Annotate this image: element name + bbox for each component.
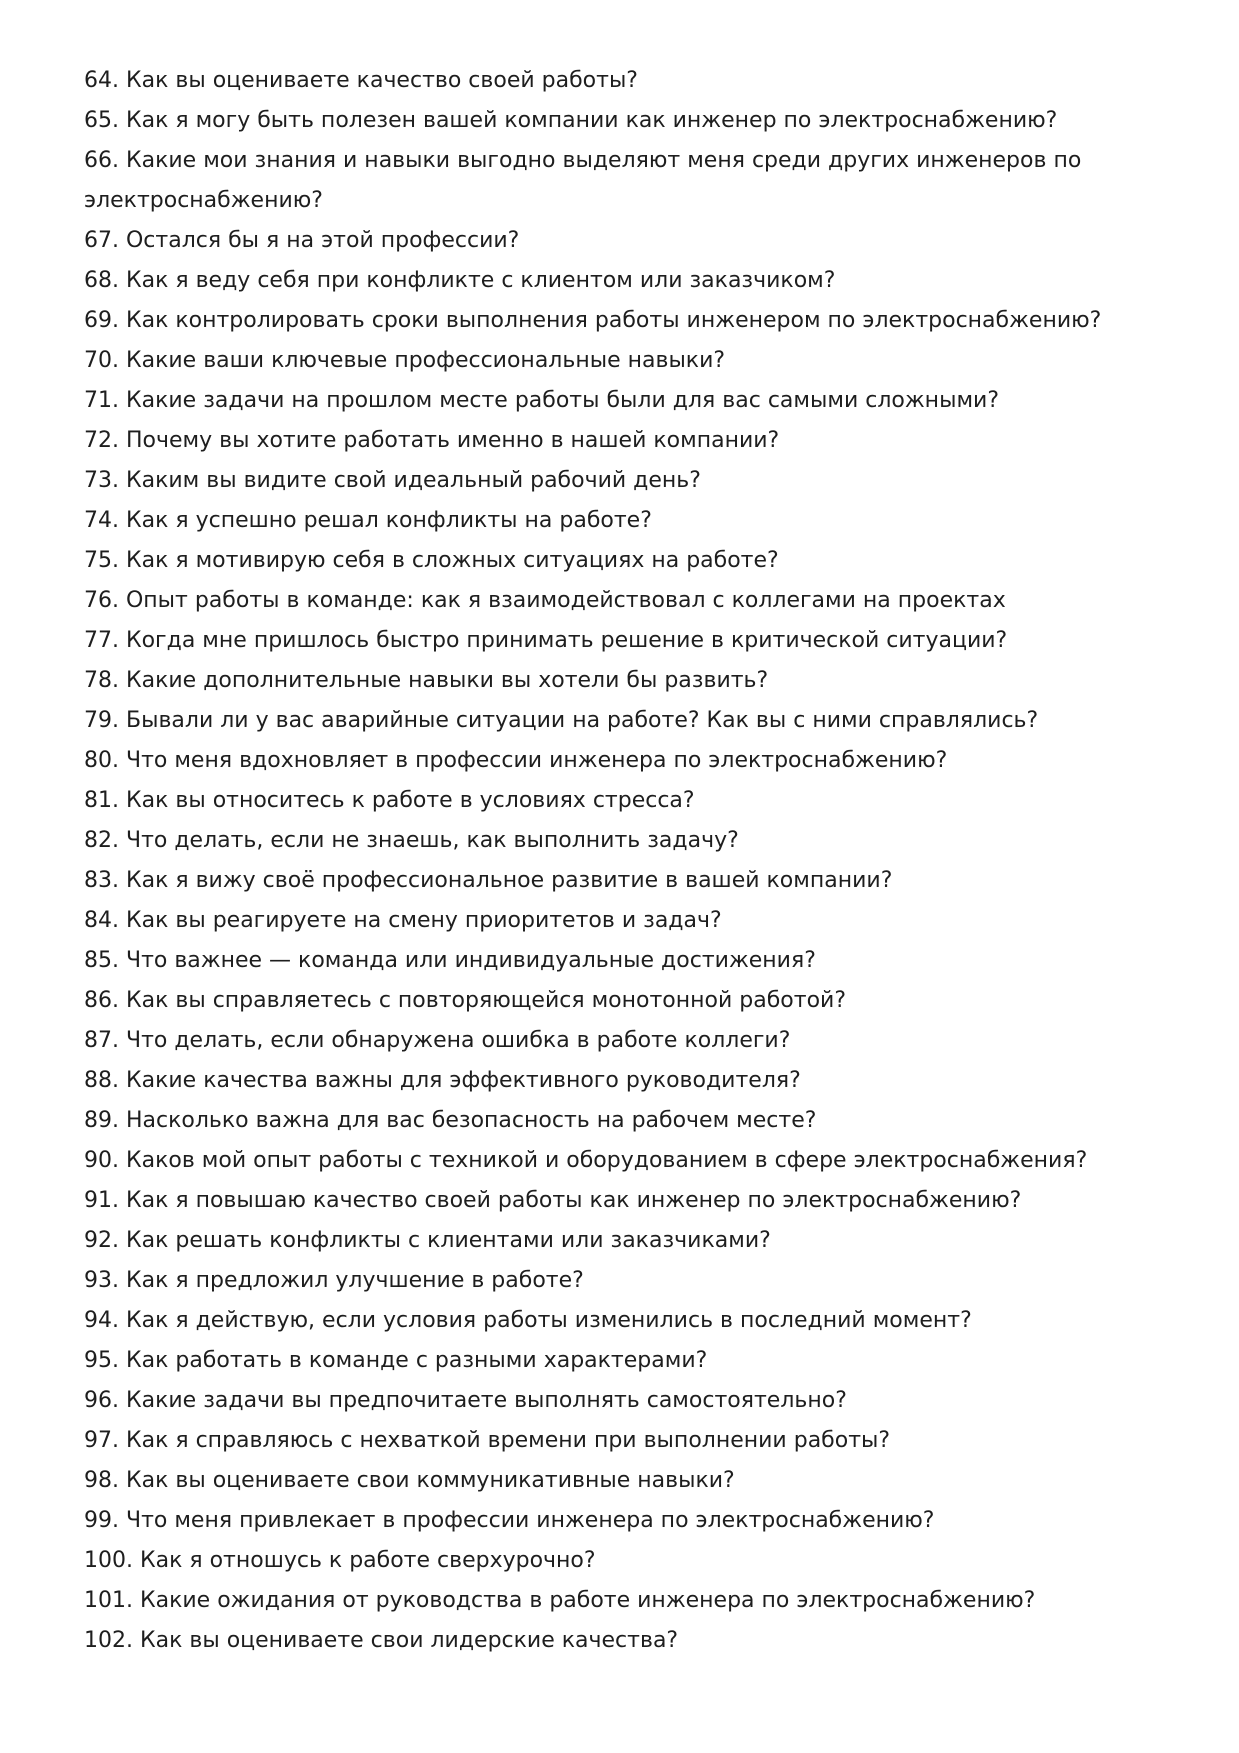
question-item: 72. Почему вы хотите работать именно в нашей компании? bbox=[84, 428, 780, 453]
question-item: 80. Что меня вдохновляет в профессии инженера по электроснабжению? bbox=[84, 748, 948, 773]
question-item: 98. Как вы оцениваете свои коммуникативные навыки? bbox=[84, 1468, 735, 1493]
question-item: 96. Какие задачи вы предпочитаете выполнять самостоятельно? bbox=[84, 1388, 847, 1413]
question-item: 77. Когда мне пришлось быстро принимать решение в критической ситуации? bbox=[84, 628, 1008, 653]
question-item: 87. Что делать, если обнаружена ошибка в работе коллеги? bbox=[84, 1028, 791, 1053]
question-item: 95. Как работать в команде с разными характерами? bbox=[84, 1348, 708, 1373]
question-item: 76. Опыт работы в команде: как я взаимодействовал с коллегами на проектах bbox=[84, 588, 1006, 613]
question-item: 73. Каким вы видите свой идеальный рабочий день? bbox=[84, 468, 701, 493]
question-item: 93. Как я предложил улучшение в работе? bbox=[84, 1268, 584, 1293]
question-item: 101. Какие ожидания от руководства в работе инженера по электроснабжению? bbox=[84, 1588, 1036, 1613]
question-item: 84. Как вы реагируете на смену приоритетов и задач? bbox=[84, 908, 722, 933]
question-item: 90. Каков мой опыт работы с техникой и оборудованием в сфере электроснабжения? bbox=[84, 1148, 1088, 1173]
question-item: 64. Как вы оцениваете качество своей работы? bbox=[84, 68, 638, 93]
question-item: 86. Как вы справляетесь с повторяющейся монотонной работой? bbox=[84, 988, 847, 1013]
question-item: 74. Как я успешно решал конфликты на работе? bbox=[84, 508, 652, 533]
question-item: 82. Что делать, если не знаешь, как выполнить задачу? bbox=[84, 828, 739, 853]
question-item: 97. Как я справляюсь с нехваткой времени при выполнении работы? bbox=[84, 1428, 891, 1453]
question-item: 83. Как я вижу своё профессиональное развитие в вашей компании? bbox=[84, 868, 893, 893]
question-item: 91. Как я повышаю качество своей работы как инженер по электроснабжению? bbox=[84, 1188, 1022, 1213]
question-item: 66. Какие мои знания и навыки выгодно выделяют меня среди других инженеров по электроснабжению? bbox=[84, 148, 1082, 213]
question-item: 71. Какие задачи на прошлом месте работы были для вас самыми сложными? bbox=[84, 388, 1000, 413]
question-item: 67. Остался бы я на этой профессии? bbox=[84, 228, 520, 253]
question-item: 79. Бывали ли у вас аварийные ситуации на работе? Как вы с ними справлялись? bbox=[84, 708, 1039, 733]
question-item: 81. Как вы относитесь к работе в условиях стресса? bbox=[84, 788, 695, 813]
question-item: 70. Какие ваши ключевые профессиональные навыки? bbox=[84, 348, 726, 373]
question-item: 100. Как я отношусь к работе сверхурочно? bbox=[84, 1548, 596, 1573]
question-item: 75. Как я мотивирую себя в сложных ситуациях на работе? bbox=[84, 548, 779, 573]
question-item: 85. Что важнее — команда или индивидуальные достижения? bbox=[84, 948, 816, 973]
question-item: 65. Как я могу быть полезен вашей компании как инженер по электроснабжению? bbox=[84, 108, 1058, 133]
question-item: 78. Какие дополнительные навыки вы хотели бы развить? bbox=[84, 668, 769, 693]
question-list bbox=[84, 61, 1104, 1661]
question-item: 89. Насколько важна для вас безопасность на рабочем месте? bbox=[84, 1108, 817, 1133]
question-item: 68. Как я веду себя при конфликте с клиентом или заказчиком? bbox=[84, 268, 836, 293]
question-item: 88. Какие качества важны для эффективного руководителя? bbox=[84, 1068, 801, 1093]
question-item: 94. Как я действую, если условия работы изменились в последний момент? bbox=[84, 1308, 972, 1333]
question-item: 102. Как вы оцениваете свои лидерские качества? bbox=[84, 1628, 679, 1653]
question-item: 69. Как контролировать сроки выполнения работы инженером по электроснабжению? bbox=[84, 308, 1102, 333]
question-item: 92. Как решать конфликты с клиентами или заказчиками? bbox=[84, 1228, 771, 1253]
question-item: 99. Что меня привлекает в профессии инженера по электроснабжению? bbox=[84, 1508, 935, 1533]
